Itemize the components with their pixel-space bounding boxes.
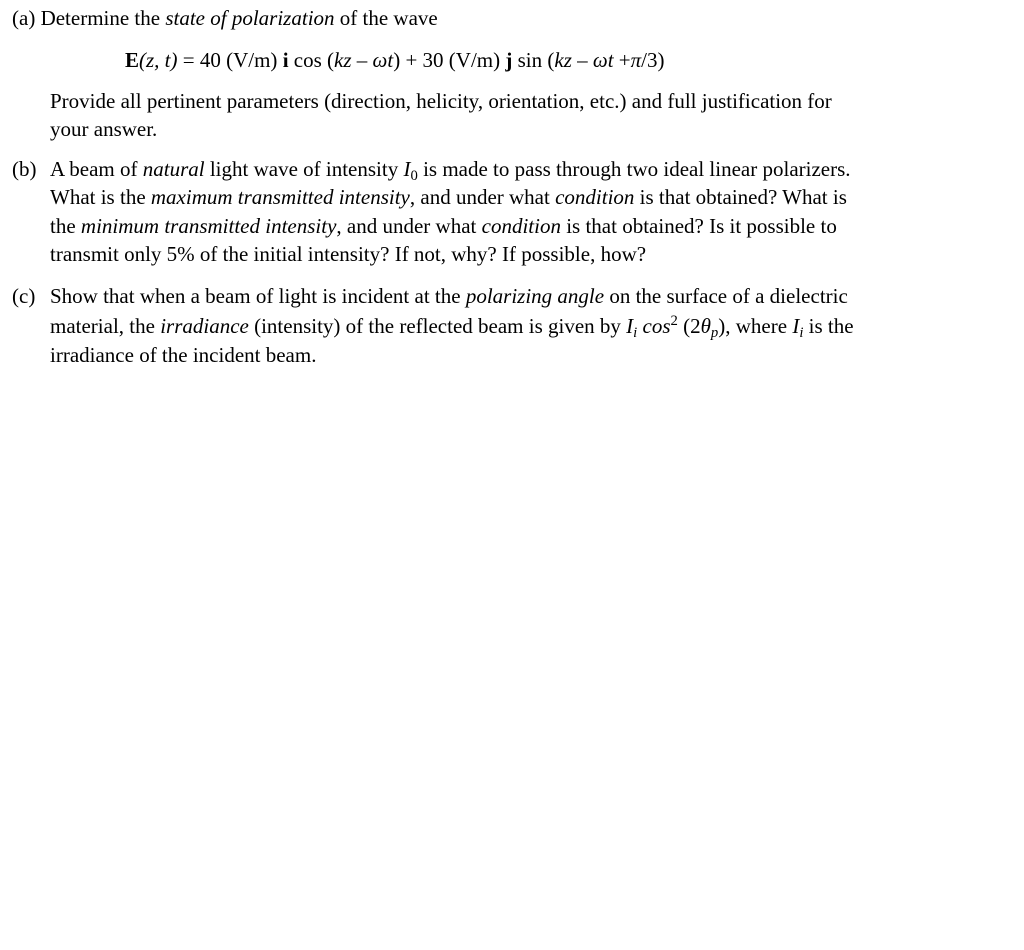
part-c-line-2 <box>50 312 854 341</box>
part-a-label: (a) <box>12 6 36 30</box>
part-b-text: , and under what <box>336 214 482 238</box>
eq-minus-2: – <box>571 48 593 72</box>
part-c-text: Show that when a beam of light is incident at the <box>50 284 466 308</box>
part-b-line-4: transmit only 5% of the initial intensity? If not, why? If possible, how? <box>50 242 647 266</box>
part-c-text: on the surface of a dielectric <box>604 284 848 308</box>
part-b-text: is that obtained? What is <box>634 185 847 209</box>
part-b-text: is made to pass through two ideal linear polarizers. <box>417 157 851 181</box>
eq-minus-1: – <box>351 48 373 72</box>
eq-pi: π <box>630 48 642 72</box>
part-a-question-line-1 <box>12 4 438 33</box>
part-b-line-3 <box>50 212 837 241</box>
cos-function: cos <box>637 314 671 338</box>
part-b-text: light wave of intensity <box>204 157 404 181</box>
part-a-emphasis: state of polarization <box>165 6 335 30</box>
part-b-line-1 <box>50 155 851 184</box>
eq-cos: cos ( <box>288 48 335 72</box>
part-b-label: (b) <box>12 157 37 181</box>
part-b-line-2 <box>50 183 847 212</box>
eq-sin: sin ( <box>512 48 555 72</box>
part-c-text: material, the <box>50 314 161 338</box>
part-b-text: the <box>50 214 81 238</box>
part-c-label: (c) <box>12 284 36 308</box>
part-a-text: Determine the <box>35 6 166 30</box>
intensity-subscript: 0 <box>410 168 418 184</box>
eq-term-2: ) + 30 (V/m) <box>393 48 506 72</box>
eq-E: E <box>125 48 140 72</box>
eq-term-1: = 40 (V/m) <box>177 48 283 72</box>
irradiance-symbol-2: I <box>792 314 800 338</box>
part-b-emphasis: maximum transmitted intensity <box>150 185 410 209</box>
part-c-emphasis: polarizing angle <box>465 284 605 308</box>
part-c-text: is the <box>803 314 854 338</box>
eq-kz-2: kz <box>554 48 572 72</box>
eq-plus: + <box>613 48 631 72</box>
theta-symbol: θ <box>700 314 711 338</box>
eq-wt-2: ωt <box>592 48 614 72</box>
part-b-text: What is the <box>50 185 151 209</box>
part-a-question-line-3: Provide all pertinent parameters (direction, helicity, orientation, etc.) and full justification for <box>50 89 832 113</box>
cos-exponent: 2 <box>670 313 678 329</box>
part-c-text: ), where <box>718 314 793 338</box>
part-a-text-end: of the wave <box>334 6 438 30</box>
irradiance-subscript-2: i <box>799 325 804 341</box>
part-b-emphasis: condition <box>481 214 561 238</box>
theta-subscript: p <box>710 325 719 341</box>
part-c-emphasis: irradiance <box>160 314 249 338</box>
part-b-emphasis: minimum transmitted intensity <box>80 214 337 238</box>
part-b-text: is that obtained? Is it possible to <box>560 214 837 238</box>
eq-args: (z, t) <box>139 48 178 72</box>
irradiance-subscript: i <box>633 325 638 341</box>
eq-unit-i: i <box>282 48 289 72</box>
part-b-emphasis: condition <box>555 185 635 209</box>
eq-wt-1: ωt <box>372 48 394 72</box>
eq-tail: /3) <box>641 48 665 72</box>
part-c-text: (intensity) of the reflected beam is given by <box>248 314 627 338</box>
part-b-text: , and under what <box>409 185 556 209</box>
part-b-text: A beam of <box>50 157 143 181</box>
part-a-equation <box>125 46 665 75</box>
part-c-line-3: irradiance of the incident beam. <box>50 343 317 367</box>
part-c-line-1 <box>50 282 848 311</box>
eq-kz-1: kz <box>334 48 352 72</box>
eq-unit-j: j <box>505 48 513 72</box>
part-a-question-line-4: your answer. <box>50 117 158 141</box>
intensity-symbol: I <box>403 157 411 181</box>
part-c-text: (2 <box>677 314 701 338</box>
irradiance-symbol: I <box>626 314 634 338</box>
part-b-emphasis: natural <box>142 157 205 181</box>
